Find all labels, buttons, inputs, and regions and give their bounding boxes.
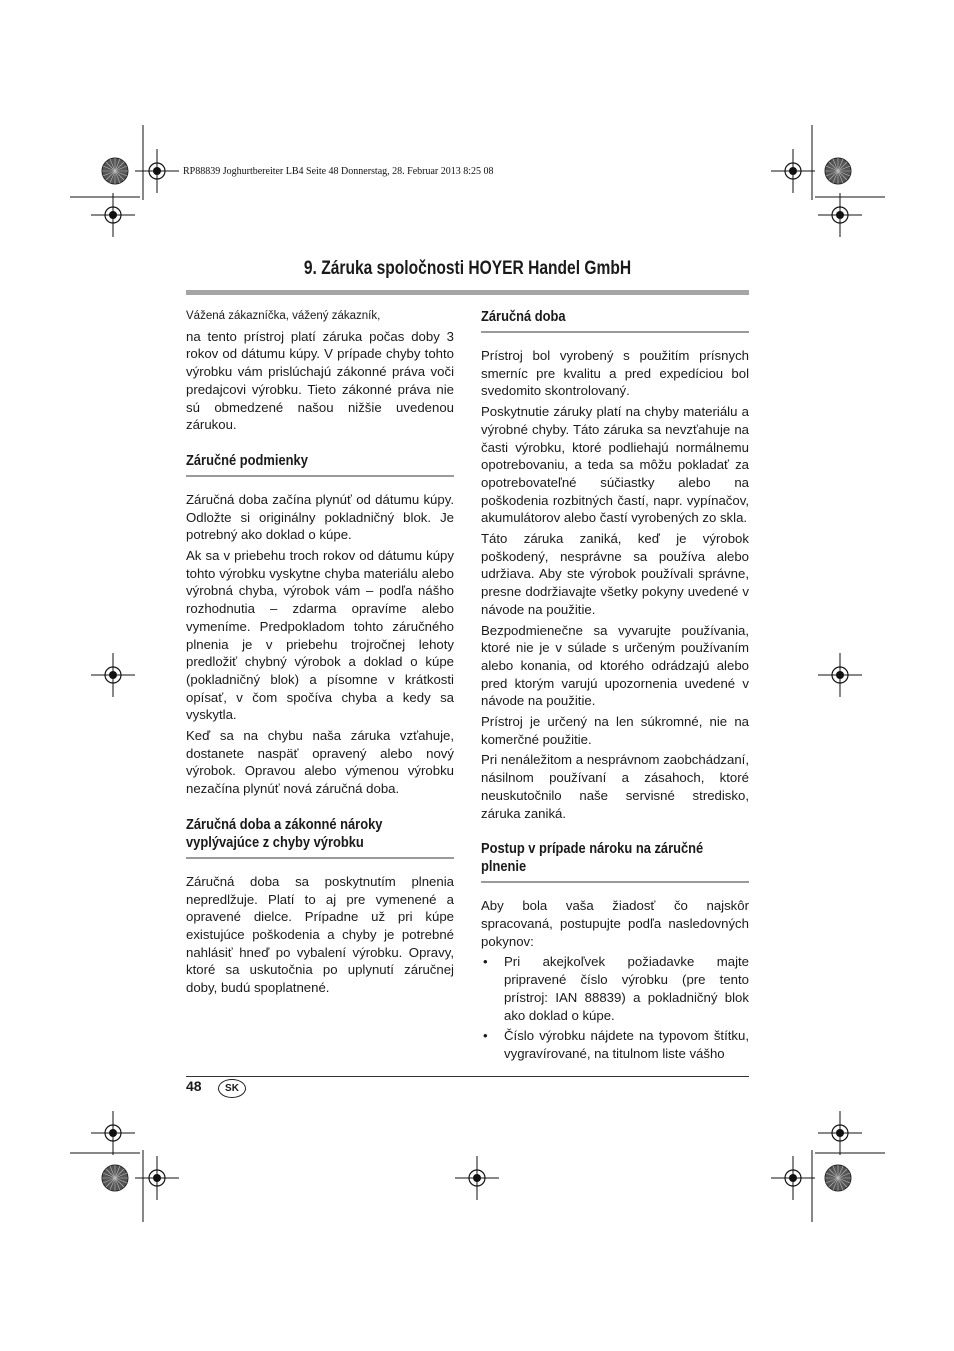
- paragraph: Pri nenáležitom a nesprávnom zaobchádzaní, násilnom používaní a zásahoch, ktoré neuskutočnilo naše servisné stredisko, záruka zaniká.: [481, 752, 749, 821]
- salutation: Vážená zákazníčka, vážený zákazník,: [186, 310, 381, 322]
- list-item-text: Číslo výrobku nájdete na typovom štítku, vygravírované, na titulnom liste vášho: [504, 1028, 749, 1061]
- paragraph: Táto záruka zaniká, keď je výrobok poškodený, nesprávne sa používa alebo udržiava. Aby ste výrobok používali správne, presne dodržiavajte všetky pokyny uvedené v návode na použitie.: [481, 531, 749, 617]
- section-heading: Záručné podmienky: [186, 451, 308, 469]
- paragraph: Bezpodmienečne sa vyvarujte používania, ktoré nie je v súlade s určeným používaním alebo konania, od ktorého odrádzajú alebo pred ktorým varujú upozornenia uvedené v návode na použitie.: [481, 622, 749, 709]
- section-heading-line: vyplývajúce z chyby výrobku: [186, 833, 364, 851]
- list-item-text: Pri akejkoľvek požiadavke majte pripravené číslo výrobku (pre tento prístroj: IAN 88839) a pokladničný blok ako doklad o kúpe.: [504, 954, 749, 1023]
- print-slug-line: RP88839 Joghurtbereiter LB4 Seite 48 Donnerstag, 28. Februar 2013 8:25 08: [183, 166, 494, 177]
- paragraph: Keď sa na chybu naša záruka vzťahuje, dostanete naspäť opravený alebo nový výrobok. Opravou alebo výmenou výrobku nezačína plynúť nová záručná doba.: [186, 728, 454, 797]
- intro-paragraph: na tento prístroj platí záruka počas doby 3 rokov od dátumu kúpy. V prípade chyby tohto výrobku vám prislúchajú zákonné práva voči predajcovi výrobku. Tieto zákonné práva nie sú obmedzené našou nižšie uvedenou zárukou.: [186, 328, 454, 433]
- section-rule: [481, 331, 749, 333]
- section-heading: [186, 816, 453, 852]
- paragraph: Záručná doba začína plynúť od dátumu kúpy. Odložte si originálny pokladničný blok. Je potrebný ako doklad o kúpe.: [186, 491, 454, 543]
- section-heading: Záručná doba: [481, 308, 566, 325]
- title-divider: [186, 290, 749, 295]
- bullet-list: [481, 953, 749, 1062]
- section-heading-line: Záručná doba a zákonné nároky: [186, 815, 383, 833]
- left-column: [186, 308, 454, 1000]
- section-warranty-legal-claims: [186, 816, 454, 997]
- paragraph: Poskytnutie záruky platí na chyby materiálu a výrobné chyby. Táto záruka sa nevzťahuje na časti výrobku, ktoré podliehajú normálnemu opotrebovaniu, a teda sa môžu pokladať za opotrebovateľné súčiastky alebo na poškodenia rozbitných častí, napr. vypínačov, akumulátorov alebo častí vyrobených zo skla.: [481, 404, 749, 526]
- paragraph: Ak sa v priebehu troch rokov od dátumu kúpy tohto výrobku vyskytne chyba materiálu alebo výrobná chyba, výrobok vám – podľa nášho rozhodnutia – zdarma opravíme alebo vymeníme. Predpokladom tohto záručného plnenia je v priebehu trojročnej lehoty predložiť chybný výrobok a doklad o kúpe (pokladničný blok) a písomne v krátkosti opísať, v čom spočíva chyba a kedy sa vyskytla.: [186, 548, 454, 723]
- list-item: [481, 953, 749, 1024]
- section-warranty-conditions: [186, 452, 454, 798]
- section-claim-procedure: [481, 840, 749, 1062]
- paragraph: Prístroj bol vyrobený s použitím prísnych smerníc pre kvalitu a pred expedíciou bol svedomito skontrolovaný.: [481, 348, 749, 399]
- footer-divider: [186, 1076, 749, 1077]
- paragraph: Prístroj je určený na len súkromné, nie na komerčné použitie.: [481, 714, 749, 747]
- section-rule: [481, 881, 749, 883]
- section-warranty-period: [481, 308, 749, 822]
- paragraph: Aby bola vaša žiadosť čo najskôr spracovaná, postupujte podľa nasledovných pokynov:: [481, 898, 749, 949]
- list-item: [481, 1027, 749, 1062]
- section-heading: Postup v prípade nároku na záručné plnenie: [481, 840, 704, 876]
- paragraph: Záručná doba sa poskytnutím plnenia nepredlžuje. Platí to aj pre vymenené a opravené dielce. Prípadne už pri kúpe existujúce poškodenia a chyby je potrebné nahlásiť hneď po vybalení výrobku. Opravy, ktoré sa uskutočnia po uplynutí záručnej doby, budú spoplatnené.: [186, 873, 454, 996]
- page-title: 9. Záruka spoločnosti HOYER Handel GmbH: [303, 258, 632, 279]
- section-rule: [186, 475, 454, 477]
- language-badge: SK: [218, 1079, 246, 1098]
- bullet-icon: •: [483, 1028, 488, 1044]
- bullet-icon: •: [483, 954, 488, 970]
- right-column: [481, 308, 749, 1066]
- page-number: 48: [186, 1078, 202, 1094]
- section-rule: [186, 857, 454, 859]
